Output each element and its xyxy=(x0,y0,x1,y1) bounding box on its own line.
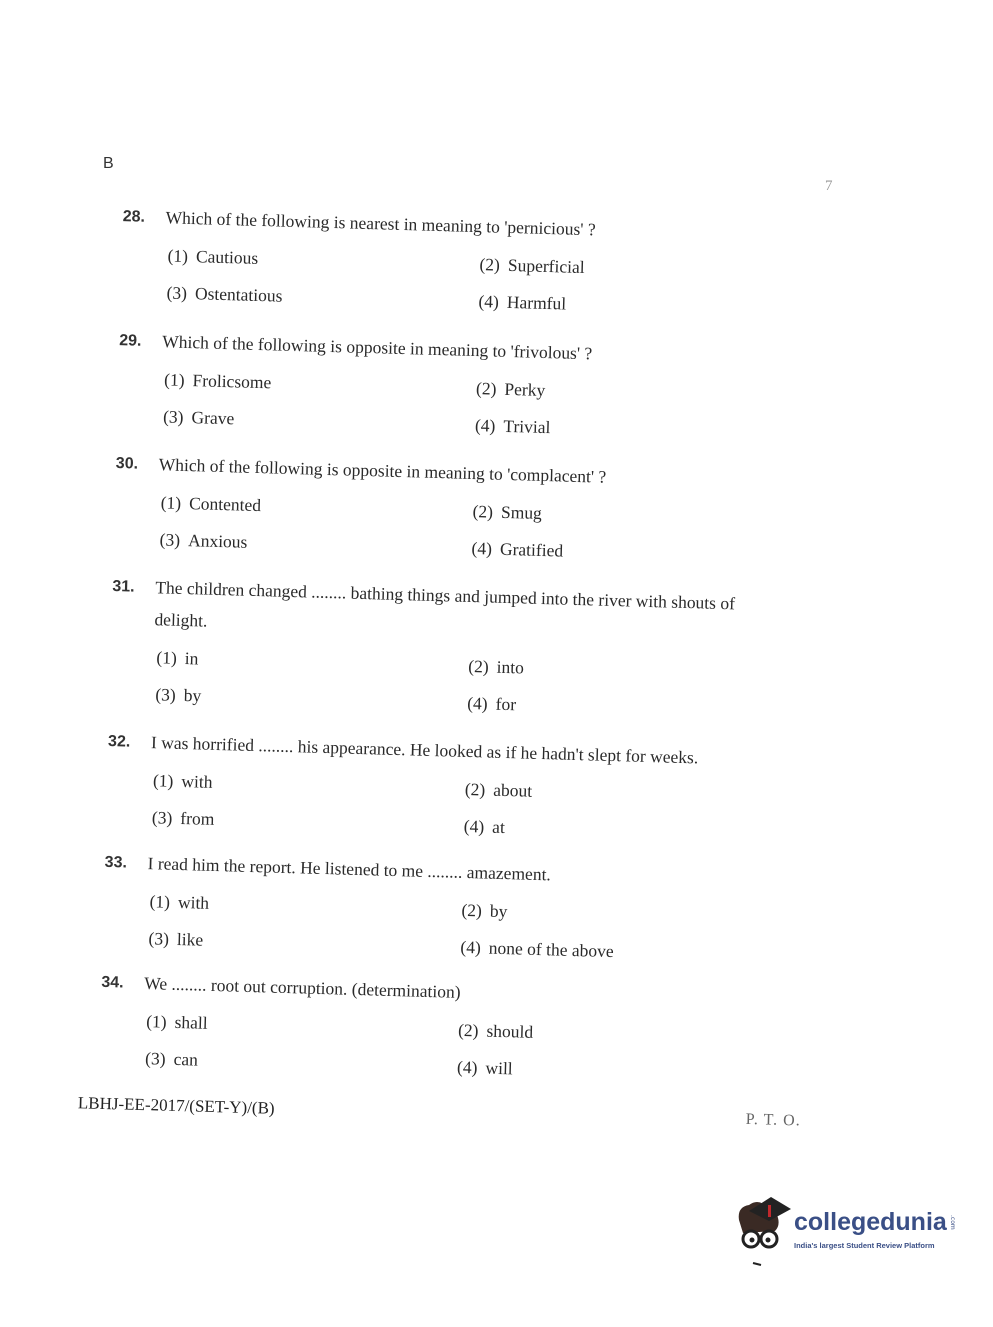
option-label: (3) xyxy=(159,529,181,550)
option-1 xyxy=(146,1011,208,1034)
option-label: (3) xyxy=(144,1048,166,1069)
option-1 xyxy=(164,369,272,393)
option-label: (2) xyxy=(464,778,486,800)
option-3 xyxy=(148,928,203,951)
option-label: (2) xyxy=(461,899,483,921)
option-text: Contented xyxy=(188,493,262,516)
option-label: (3) xyxy=(162,406,184,427)
option-label: (3) xyxy=(148,928,170,949)
option-3 xyxy=(152,807,215,830)
option-label: (3) xyxy=(151,807,173,828)
option-text: none of the above xyxy=(488,937,614,962)
option-text: at xyxy=(491,816,506,838)
option-text: Anxious xyxy=(187,530,248,552)
option-label: (2) xyxy=(479,254,501,275)
question-text: We ........ root out corruption. (determination) xyxy=(144,973,461,1002)
page-number: 7 xyxy=(825,178,833,194)
option-text: like xyxy=(176,928,204,950)
option-text: Harmful xyxy=(506,291,567,314)
question-number: 29. xyxy=(119,332,142,350)
option-label: (1) xyxy=(145,1011,167,1032)
option-label: (3) xyxy=(155,684,177,705)
question-text: Which of the following is opposite in meaning to 'frivolous' ? xyxy=(161,331,593,364)
option-label: (1) xyxy=(156,647,178,668)
option-text: Perky xyxy=(504,378,546,401)
option-text: Gratified xyxy=(499,538,564,561)
set-label: B xyxy=(103,155,114,172)
option-label: (2) xyxy=(457,1019,479,1041)
question-text: Which of the following is opposite in meaning to 'complacent' ? xyxy=(158,454,607,487)
option-3 xyxy=(159,529,247,552)
option-text: Frolicsome xyxy=(192,370,272,393)
option-4 xyxy=(478,291,566,314)
option-label: (2) xyxy=(475,378,497,399)
option-label: (4) xyxy=(466,692,488,714)
logo-tagline: India's largest Student Review Platform xyxy=(794,1241,935,1250)
option-4 xyxy=(460,937,614,962)
footer-code: LBHJ-EE-2017/(SET-Y)/(B) xyxy=(77,1093,275,1118)
option-3 xyxy=(155,684,201,706)
option-text: shall xyxy=(174,1011,208,1033)
option-label: (4) xyxy=(474,415,496,436)
option-text: in xyxy=(184,648,199,669)
option-text: Cautious xyxy=(195,246,259,268)
option-label: (4) xyxy=(463,815,485,837)
option-text: into xyxy=(496,656,525,678)
option-text: will xyxy=(485,1057,513,1079)
question-number: 30. xyxy=(115,455,139,473)
option-1 xyxy=(153,770,213,793)
option-label: (1) xyxy=(163,369,185,390)
mascot-icon xyxy=(735,1195,793,1270)
question-number: 28. xyxy=(122,208,146,226)
question-text: I was horrified ........ his appearance. He looked as if he hadn't slept for weeks. xyxy=(150,732,699,768)
option-3 xyxy=(145,1048,198,1070)
option-3 xyxy=(163,406,235,429)
question-number: 34. xyxy=(101,973,124,992)
question-text: I read him the report. He listened to me ........ amazement. xyxy=(147,853,552,885)
question-number: 33. xyxy=(104,853,128,872)
option-4 xyxy=(471,538,563,562)
option-4 xyxy=(464,816,506,838)
option-text: for xyxy=(495,693,517,715)
option-text: should xyxy=(486,1020,534,1042)
question-text-continued: delight. xyxy=(154,609,208,631)
option-text: Ostentatious xyxy=(194,283,283,306)
question-number: 31. xyxy=(112,578,135,596)
option-text: Grave xyxy=(191,407,235,429)
option-text: Trivial xyxy=(503,415,551,438)
option-text: by xyxy=(489,900,508,922)
option-text: about xyxy=(492,779,533,801)
option-2 xyxy=(458,1020,534,1043)
option-label: (1) xyxy=(160,492,182,513)
option-1 xyxy=(156,647,199,669)
option-2 xyxy=(476,378,546,401)
option-4 xyxy=(467,693,516,715)
logo-suffix: .com xyxy=(948,1214,956,1230)
logo-wordmark: collegedunia xyxy=(794,1208,947,1236)
option-4 xyxy=(475,415,551,438)
option-label: (4) xyxy=(460,936,482,958)
option-label: (4) xyxy=(456,1056,478,1078)
option-text: can xyxy=(173,1048,199,1070)
option-label: (1) xyxy=(152,770,174,791)
option-1 xyxy=(160,492,261,516)
logo-text xyxy=(794,1207,955,1250)
option-2 xyxy=(461,900,507,922)
option-1 xyxy=(167,245,258,269)
option-text: with xyxy=(177,891,210,913)
option-text: with xyxy=(181,771,213,792)
option-label: (1) xyxy=(149,891,171,912)
option-2 xyxy=(465,779,533,802)
option-4 xyxy=(457,1057,513,1080)
question-text: The children changed ........ bathing things and jumped into the river with shouts of xyxy=(155,577,736,614)
option-3 xyxy=(166,282,282,306)
option-label: (4) xyxy=(478,291,500,312)
option-text: Smug xyxy=(500,501,543,523)
question-number: 32. xyxy=(107,732,131,751)
option-text: from xyxy=(180,807,215,829)
collegedunia-logo xyxy=(735,1195,970,1270)
option-label: (3) xyxy=(166,282,188,303)
option-2 xyxy=(472,501,542,524)
option-label: (2) xyxy=(472,501,494,522)
question-text: Which of the following is nearest in meaning to 'pernicious' ? xyxy=(165,207,596,240)
logo-wordmark-row xyxy=(794,1207,955,1237)
option-text: Superficial xyxy=(507,254,585,278)
option-2 xyxy=(479,254,585,278)
option-text: by xyxy=(183,685,202,706)
option-2 xyxy=(468,656,524,679)
option-label: (4) xyxy=(471,538,493,559)
option-label: (1) xyxy=(167,245,189,266)
option-1 xyxy=(149,891,209,914)
option-label: (2) xyxy=(468,655,489,677)
pto-label: P. T. O. xyxy=(745,1110,801,1130)
